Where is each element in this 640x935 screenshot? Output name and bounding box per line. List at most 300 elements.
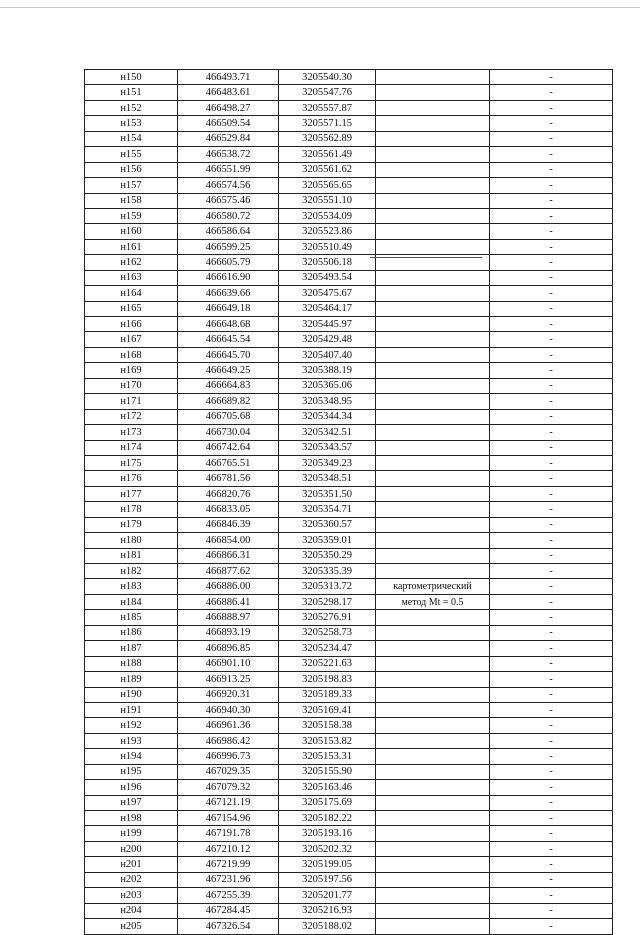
point-id-cell: н151 bbox=[85, 85, 178, 100]
method-cell bbox=[376, 239, 490, 254]
point-id-cell: н196 bbox=[85, 780, 178, 795]
y-coordinate-cell: 3205464.17 bbox=[279, 301, 376, 316]
y-coordinate-cell: 3205561.49 bbox=[279, 147, 376, 162]
method-cell bbox=[376, 517, 490, 532]
y-coordinate-cell: 3205175.69 bbox=[279, 795, 376, 810]
coordinates-table-body bbox=[85, 70, 613, 935]
x-coordinate-cell: 466886.41 bbox=[178, 594, 279, 609]
table-row bbox=[85, 656, 613, 671]
table-row bbox=[85, 502, 613, 517]
point-id-cell: н175 bbox=[85, 455, 178, 470]
method-cell bbox=[376, 672, 490, 687]
y-coordinate-cell: 3205169.41 bbox=[279, 702, 376, 717]
y-coordinate-cell: 3205523.86 bbox=[279, 224, 376, 239]
x-coordinate-cell: 466529.84 bbox=[178, 131, 279, 146]
method-cell bbox=[376, 702, 490, 717]
point-id-cell: н153 bbox=[85, 116, 178, 131]
y-coordinate-cell: 3205158.38 bbox=[279, 718, 376, 733]
description-cell: - bbox=[490, 795, 613, 810]
point-id-cell: н188 bbox=[85, 656, 178, 671]
y-coordinate-cell: 3205506.18 bbox=[279, 255, 376, 270]
description-cell: - bbox=[490, 764, 613, 779]
method-cell bbox=[376, 718, 490, 733]
point-id-cell: н184 bbox=[85, 594, 178, 609]
description-cell: - bbox=[490, 347, 613, 362]
y-coordinate-cell: 3205202.32 bbox=[279, 841, 376, 856]
y-coordinate-cell: 3205348.51 bbox=[279, 471, 376, 486]
description-cell: - bbox=[490, 301, 613, 316]
x-coordinate-cell: 466896.85 bbox=[178, 641, 279, 656]
point-id-cell: н150 bbox=[85, 70, 178, 85]
description-cell: - bbox=[490, 440, 613, 455]
description-cell: - bbox=[490, 780, 613, 795]
method-cell bbox=[376, 780, 490, 795]
table-row bbox=[85, 224, 613, 239]
description-cell: - bbox=[490, 425, 613, 440]
description-cell: - bbox=[490, 455, 613, 470]
method-cell bbox=[376, 610, 490, 625]
method-cell bbox=[376, 502, 490, 517]
x-coordinate-cell: 466888.97 bbox=[178, 610, 279, 625]
method-cell bbox=[376, 594, 490, 609]
point-id-cell: н179 bbox=[85, 517, 178, 532]
method-cell bbox=[376, 548, 490, 563]
description-cell: - bbox=[490, 378, 613, 393]
description-cell: - bbox=[490, 270, 613, 285]
table-row bbox=[85, 702, 613, 717]
method-cell bbox=[376, 919, 490, 934]
y-coordinate-cell: 3205493.54 bbox=[279, 270, 376, 285]
description-cell: - bbox=[490, 641, 613, 656]
y-coordinate-cell: 3205561.62 bbox=[279, 162, 376, 177]
x-coordinate-cell: 466996.73 bbox=[178, 749, 279, 764]
x-coordinate-cell: 466509.54 bbox=[178, 116, 279, 131]
method-cell bbox=[376, 486, 490, 501]
x-coordinate-cell: 467210.12 bbox=[178, 841, 279, 856]
point-id-cell: н192 bbox=[85, 718, 178, 733]
method-cell bbox=[376, 147, 490, 162]
x-coordinate-cell: 466913.25 bbox=[178, 672, 279, 687]
table-row bbox=[85, 363, 613, 378]
x-coordinate-cell: 466483.61 bbox=[178, 85, 279, 100]
y-coordinate-cell: 3205429.48 bbox=[279, 332, 376, 347]
point-id-cell: н186 bbox=[85, 625, 178, 640]
table-row bbox=[85, 239, 613, 254]
y-coordinate-cell: 3205276.91 bbox=[279, 610, 376, 625]
point-id-cell: н173 bbox=[85, 425, 178, 440]
y-coordinate-cell: 3205547.76 bbox=[279, 85, 376, 100]
x-coordinate-cell: 466920.31 bbox=[178, 687, 279, 702]
method-cell bbox=[376, 301, 490, 316]
x-coordinate-cell: 467255.39 bbox=[178, 888, 279, 903]
description-cell: - bbox=[490, 517, 613, 532]
description-cell: - bbox=[490, 811, 613, 826]
x-coordinate-cell: 466586.64 bbox=[178, 224, 279, 239]
y-coordinate-cell: 3205388.19 bbox=[279, 363, 376, 378]
table-row bbox=[85, 100, 613, 115]
description-cell: - bbox=[490, 363, 613, 378]
table-row bbox=[85, 332, 613, 347]
table-row bbox=[85, 795, 613, 810]
x-coordinate-cell: 466648.68 bbox=[178, 317, 279, 332]
y-coordinate-cell: 3205360.57 bbox=[279, 517, 376, 532]
y-coordinate-cell: 3205153.82 bbox=[279, 733, 376, 748]
table-row bbox=[85, 718, 613, 733]
table-row bbox=[85, 672, 613, 687]
point-id-cell: н154 bbox=[85, 131, 178, 146]
x-coordinate-cell: 466580.72 bbox=[178, 208, 279, 223]
x-coordinate-cell: 467121.19 bbox=[178, 795, 279, 810]
table-row bbox=[85, 347, 613, 362]
method-cell bbox=[376, 224, 490, 239]
x-coordinate-cell: 467154.96 bbox=[178, 811, 279, 826]
table-row bbox=[85, 471, 613, 486]
description-cell: - bbox=[490, 332, 613, 347]
x-coordinate-cell: 467219.99 bbox=[178, 857, 279, 872]
method-cell bbox=[376, 795, 490, 810]
point-id-cell: н157 bbox=[85, 178, 178, 193]
x-coordinate-cell: 466961.36 bbox=[178, 718, 279, 733]
x-coordinate-cell: 466649.18 bbox=[178, 301, 279, 316]
y-coordinate-cell: 3205335.39 bbox=[279, 564, 376, 579]
table-row bbox=[85, 625, 613, 640]
description-cell: - bbox=[490, 533, 613, 548]
table-row bbox=[85, 301, 613, 316]
y-coordinate-cell: 3205234.47 bbox=[279, 641, 376, 656]
table-row bbox=[85, 517, 613, 532]
point-id-cell: н169 bbox=[85, 363, 178, 378]
y-coordinate-cell: 3205354.71 bbox=[279, 502, 376, 517]
description-cell: - bbox=[490, 131, 613, 146]
method-cell bbox=[376, 193, 490, 208]
table-row bbox=[85, 903, 613, 918]
x-coordinate-cell: 467079.32 bbox=[178, 780, 279, 795]
method-cell bbox=[376, 425, 490, 440]
description-cell: - bbox=[490, 687, 613, 702]
y-coordinate-cell: 3205193.16 bbox=[279, 826, 376, 841]
table-row bbox=[85, 857, 613, 872]
x-coordinate-cell: 466833.05 bbox=[178, 502, 279, 517]
table-row bbox=[85, 193, 613, 208]
description-cell: - bbox=[490, 193, 613, 208]
x-coordinate-cell: 467284.45 bbox=[178, 903, 279, 918]
table-row bbox=[85, 687, 613, 702]
point-id-cell: н171 bbox=[85, 394, 178, 409]
description-cell: - bbox=[490, 888, 613, 903]
table-row bbox=[85, 394, 613, 409]
method-cell bbox=[376, 641, 490, 656]
description-cell: - bbox=[490, 672, 613, 687]
table-row bbox=[85, 564, 613, 579]
method-cell bbox=[376, 116, 490, 131]
point-id-cell: н177 bbox=[85, 486, 178, 501]
scan-top-border bbox=[0, 7, 640, 8]
method-cell bbox=[376, 903, 490, 918]
description-cell: - bbox=[490, 625, 613, 640]
method-cell bbox=[376, 317, 490, 332]
description-cell: - bbox=[490, 841, 613, 856]
description-cell: - bbox=[490, 486, 613, 501]
x-coordinate-cell: 466538.72 bbox=[178, 147, 279, 162]
table-row bbox=[85, 255, 613, 270]
y-coordinate-cell: 3205540.30 bbox=[279, 70, 376, 85]
table-row bbox=[85, 919, 613, 934]
description-cell: - bbox=[490, 239, 613, 254]
method-cell bbox=[376, 841, 490, 856]
y-coordinate-cell: 3205571.15 bbox=[279, 116, 376, 131]
method-cell bbox=[376, 764, 490, 779]
y-coordinate-cell: 3205348.95 bbox=[279, 394, 376, 409]
x-coordinate-cell: 467326.54 bbox=[178, 919, 279, 934]
x-coordinate-cell: 466599.25 bbox=[178, 239, 279, 254]
table-row bbox=[85, 872, 613, 887]
point-id-cell: н160 bbox=[85, 224, 178, 239]
x-coordinate-cell: 466605.79 bbox=[178, 255, 279, 270]
table-row bbox=[85, 378, 613, 393]
point-id-cell: н199 bbox=[85, 826, 178, 841]
y-coordinate-cell: 3205155.90 bbox=[279, 764, 376, 779]
table-row bbox=[85, 85, 613, 100]
x-coordinate-cell: 466730.04 bbox=[178, 425, 279, 440]
y-coordinate-cell: 3205349.23 bbox=[279, 455, 376, 470]
point-id-cell: н170 bbox=[85, 378, 178, 393]
y-coordinate-cell: 3205197.56 bbox=[279, 872, 376, 887]
table-row bbox=[85, 270, 613, 285]
point-id-cell: н182 bbox=[85, 564, 178, 579]
table-row bbox=[85, 780, 613, 795]
x-coordinate-cell: 466575.46 bbox=[178, 193, 279, 208]
y-coordinate-cell: 3205551.10 bbox=[279, 193, 376, 208]
method-cell bbox=[376, 409, 490, 424]
point-id-cell: н164 bbox=[85, 286, 178, 301]
x-coordinate-cell: 466645.54 bbox=[178, 332, 279, 347]
description-cell: - bbox=[490, 594, 613, 609]
y-coordinate-cell: 3205199.05 bbox=[279, 857, 376, 872]
method-cell bbox=[376, 826, 490, 841]
method-separator-line bbox=[370, 257, 482, 258]
description-cell: - bbox=[490, 656, 613, 671]
description-cell: - bbox=[490, 718, 613, 733]
point-id-cell: н187 bbox=[85, 641, 178, 656]
x-coordinate-cell: 466742.64 bbox=[178, 440, 279, 455]
x-coordinate-cell: 466689.82 bbox=[178, 394, 279, 409]
y-coordinate-cell: 3205350.29 bbox=[279, 548, 376, 563]
x-coordinate-cell: 466639.66 bbox=[178, 286, 279, 301]
x-coordinate-cell: 466649.25 bbox=[178, 363, 279, 378]
point-id-cell: н194 bbox=[85, 749, 178, 764]
x-coordinate-cell: 466551.99 bbox=[178, 162, 279, 177]
point-id-cell: н204 bbox=[85, 903, 178, 918]
table-row bbox=[85, 116, 613, 131]
y-coordinate-cell: 3205565.65 bbox=[279, 178, 376, 193]
y-coordinate-cell: 3205163.46 bbox=[279, 780, 376, 795]
table-row bbox=[85, 826, 613, 841]
y-coordinate-cell: 3205344.34 bbox=[279, 409, 376, 424]
point-id-cell: н200 bbox=[85, 841, 178, 856]
point-id-cell: н180 bbox=[85, 533, 178, 548]
table-row bbox=[85, 317, 613, 332]
table-row bbox=[85, 208, 613, 223]
point-id-cell: н159 bbox=[85, 208, 178, 223]
y-coordinate-cell: 3205351.50 bbox=[279, 486, 376, 501]
method-cell bbox=[376, 533, 490, 548]
method-cell bbox=[376, 749, 490, 764]
method-name: картометрический bbox=[393, 581, 472, 593]
point-id-cell: н181 bbox=[85, 548, 178, 563]
method-cell bbox=[376, 286, 490, 301]
y-coordinate-cell: 3205258.73 bbox=[279, 625, 376, 640]
point-id-cell: н162 bbox=[85, 255, 178, 270]
table-row bbox=[85, 733, 613, 748]
point-id-cell: н167 bbox=[85, 332, 178, 347]
point-id-cell: н158 bbox=[85, 193, 178, 208]
x-coordinate-cell: 466493.71 bbox=[178, 70, 279, 85]
method-cell bbox=[376, 625, 490, 640]
method-cell bbox=[376, 70, 490, 85]
y-coordinate-cell: 3205475.67 bbox=[279, 286, 376, 301]
method-cell bbox=[376, 733, 490, 748]
method-accuracy: метод Mt = 0.5 bbox=[401, 596, 464, 608]
x-coordinate-cell: 466705.68 bbox=[178, 409, 279, 424]
point-id-cell: н152 bbox=[85, 100, 178, 115]
table-row bbox=[85, 579, 613, 594]
x-coordinate-cell: 466645.70 bbox=[178, 347, 279, 362]
point-id-cell: н168 bbox=[85, 347, 178, 362]
coordinates-table bbox=[84, 69, 613, 935]
point-id-cell: н195 bbox=[85, 764, 178, 779]
y-coordinate-cell: 3205198.83 bbox=[279, 672, 376, 687]
point-id-cell: н161 bbox=[85, 239, 178, 254]
method-cell bbox=[376, 440, 490, 455]
table-row bbox=[85, 286, 613, 301]
y-coordinate-cell: 3205342.51 bbox=[279, 425, 376, 440]
x-coordinate-cell: 466877.62 bbox=[178, 564, 279, 579]
description-cell: - bbox=[490, 903, 613, 918]
table-row bbox=[85, 841, 613, 856]
description-cell: - bbox=[490, 471, 613, 486]
x-coordinate-cell: 466781.56 bbox=[178, 471, 279, 486]
description-cell: - bbox=[490, 178, 613, 193]
y-coordinate-cell: 3205182.22 bbox=[279, 811, 376, 826]
point-id-cell: н183 bbox=[85, 579, 178, 594]
method-cell bbox=[376, 347, 490, 362]
point-id-cell: н191 bbox=[85, 702, 178, 717]
x-coordinate-cell: 466940.30 bbox=[178, 702, 279, 717]
x-coordinate-cell: 466901.10 bbox=[178, 656, 279, 671]
x-coordinate-cell: 466893.19 bbox=[178, 625, 279, 640]
description-cell: - bbox=[490, 147, 613, 162]
method-cell bbox=[376, 455, 490, 470]
table-row bbox=[85, 162, 613, 177]
y-coordinate-cell: 3205298.17 bbox=[279, 594, 376, 609]
description-cell: - bbox=[490, 579, 613, 594]
table-row bbox=[85, 641, 613, 656]
method-cell bbox=[376, 471, 490, 486]
table-row bbox=[85, 548, 613, 563]
description-cell: - bbox=[490, 702, 613, 717]
table-row bbox=[85, 440, 613, 455]
description-cell: - bbox=[490, 255, 613, 270]
point-id-cell: н165 bbox=[85, 301, 178, 316]
point-id-cell: н189 bbox=[85, 672, 178, 687]
x-coordinate-cell: 466820.76 bbox=[178, 486, 279, 501]
x-coordinate-cell: 467231.96 bbox=[178, 872, 279, 887]
description-cell: - bbox=[490, 564, 613, 579]
description-cell: - bbox=[490, 224, 613, 239]
x-coordinate-cell: 466765.51 bbox=[178, 455, 279, 470]
description-cell: - bbox=[490, 857, 613, 872]
point-id-cell: н202 bbox=[85, 872, 178, 887]
x-coordinate-cell: 466616.90 bbox=[178, 270, 279, 285]
method-cell bbox=[376, 85, 490, 100]
y-coordinate-cell: 3205445.97 bbox=[279, 317, 376, 332]
x-coordinate-cell: 467191.78 bbox=[178, 826, 279, 841]
table-row bbox=[85, 455, 613, 470]
x-coordinate-cell: 466846.39 bbox=[178, 517, 279, 532]
point-id-cell: н197 bbox=[85, 795, 178, 810]
description-cell: - bbox=[490, 919, 613, 934]
method-cell bbox=[376, 687, 490, 702]
method-cell bbox=[376, 378, 490, 393]
point-id-cell: н178 bbox=[85, 502, 178, 517]
x-coordinate-cell: 466574.56 bbox=[178, 178, 279, 193]
point-id-cell: н166 bbox=[85, 317, 178, 332]
table-row bbox=[85, 486, 613, 501]
y-coordinate-cell: 3205562.89 bbox=[279, 131, 376, 146]
y-coordinate-cell: 3205221.63 bbox=[279, 656, 376, 671]
y-coordinate-cell: 3205407.40 bbox=[279, 347, 376, 362]
y-coordinate-cell: 3205557.87 bbox=[279, 100, 376, 115]
x-coordinate-cell: 466886.00 bbox=[178, 579, 279, 594]
point-id-cell: н155 bbox=[85, 147, 178, 162]
table-row bbox=[85, 533, 613, 548]
table-row bbox=[85, 425, 613, 440]
method-cell bbox=[376, 394, 490, 409]
y-coordinate-cell: 3205188.02 bbox=[279, 919, 376, 934]
method-cell bbox=[376, 270, 490, 285]
table-row bbox=[85, 594, 613, 609]
point-id-cell: н201 bbox=[85, 857, 178, 872]
method-cell bbox=[376, 208, 490, 223]
point-id-cell: н205 bbox=[85, 919, 178, 934]
table-row bbox=[85, 409, 613, 424]
method-cell bbox=[376, 872, 490, 887]
y-coordinate-cell: 3205153.31 bbox=[279, 749, 376, 764]
description-cell: - bbox=[490, 116, 613, 131]
description-cell: - bbox=[490, 826, 613, 841]
method-cell bbox=[376, 564, 490, 579]
method-cell bbox=[376, 656, 490, 671]
point-id-cell: н176 bbox=[85, 471, 178, 486]
point-id-cell: н156 bbox=[85, 162, 178, 177]
description-cell: - bbox=[490, 85, 613, 100]
description-cell: - bbox=[490, 394, 613, 409]
description-cell: - bbox=[490, 409, 613, 424]
table-row bbox=[85, 178, 613, 193]
table-row bbox=[85, 764, 613, 779]
y-coordinate-cell: 3205189.33 bbox=[279, 687, 376, 702]
y-coordinate-cell: 3205510.49 bbox=[279, 239, 376, 254]
y-coordinate-cell: 3205365.06 bbox=[279, 378, 376, 393]
x-coordinate-cell: 466866.31 bbox=[178, 548, 279, 563]
description-cell: - bbox=[490, 502, 613, 517]
description-cell: - bbox=[490, 286, 613, 301]
table-row bbox=[85, 811, 613, 826]
method-cell bbox=[376, 131, 490, 146]
point-id-cell: н190 bbox=[85, 687, 178, 702]
description-cell: - bbox=[490, 548, 613, 563]
description-cell: - bbox=[490, 610, 613, 625]
